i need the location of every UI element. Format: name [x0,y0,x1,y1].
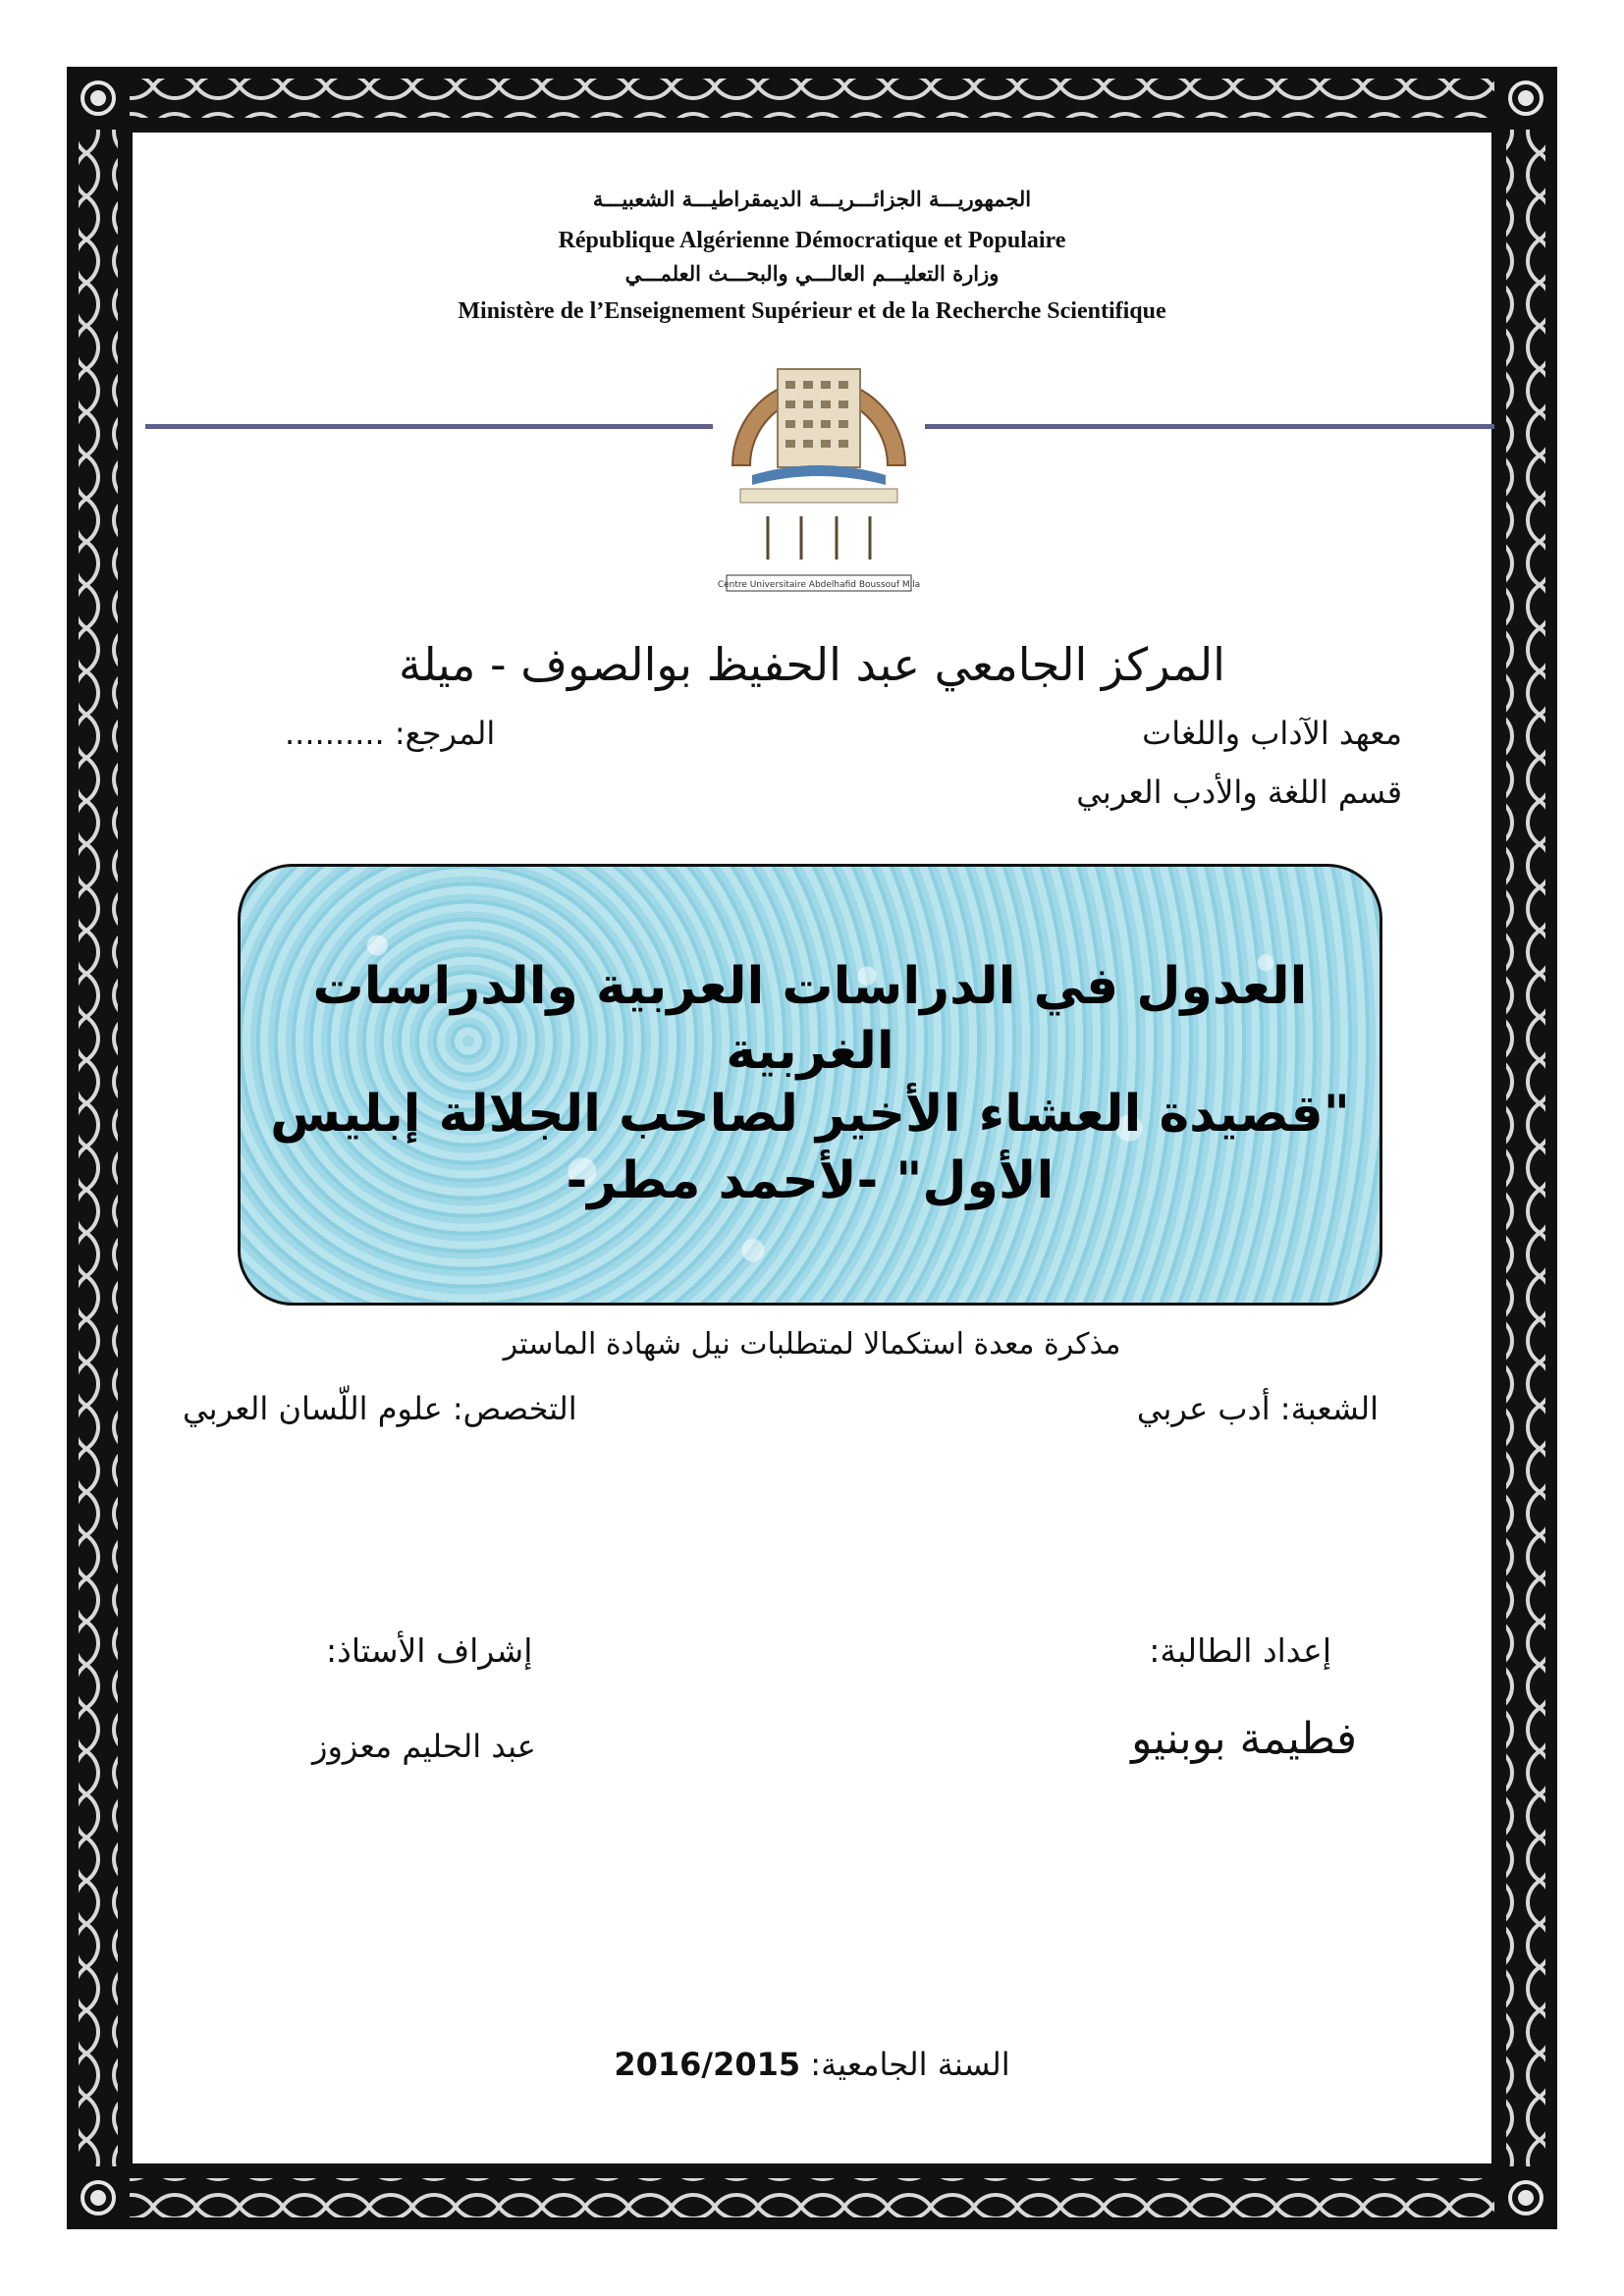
supervisor-name: عبد الحليم معزوز [312,1728,536,1765]
title-line-3: "قصيدة العشاء الأخير لصاحب الجلالة إبليس [270,1085,1350,1144]
academic-year-label: السنة الجامعية: [810,2046,1010,2083]
ministry-french: Ministère de l’Enseignement Supérieur et de la Recherche Scientifique [458,298,1166,324]
title-line-4: الأول" -لأحمد مطر- [566,1151,1055,1210]
university-logo-icon [713,328,925,599]
university-center-name: المركز الجامعي عبد الحفيظ بوالصوف - ميلة [399,638,1225,691]
reference-field: المرجع: .......... [285,715,496,752]
prepared-by-label: إعداد الطالبة: [1149,1631,1331,1670]
republic-french: République Algérienne Démocratique et Populaire [558,228,1066,253]
logo-caption: Centre Universitaire Abdelhafid Boussouf Mila [717,580,921,590]
academic-year [0,2046,1624,2083]
memo-statement: مذكرة معدة استكمالا لمتطلبات نيل شهادة الماستر [503,1327,1121,1362]
academic-year-value: 2016/2015 [614,2046,801,2083]
student-name: فطيمة بوبنيو [1131,1714,1357,1764]
department-name: قسم اللغة والأدب العربي [1076,774,1402,811]
title-line-2: الغربية [726,1022,894,1081]
title-line-1: العدول في الدراسات العربية والدراسات [312,957,1308,1016]
branch-field: الشعبة: أدب عربي [1136,1390,1379,1427]
ministry-arabic: وزارة التعليـــم العالـــي والبحـــث العلمـــي [624,261,1000,286]
institute-name: معهد الآداب واللغات [1142,715,1402,752]
republic-arabic: الجمهوريـــة الجزائـــريـــة الديمقراطيـــة الشعبيـــة [592,187,1032,211]
thesis-title-box [238,864,1382,1306]
specialty-field: التخصص: علوم اللّسان العربي [183,1390,577,1427]
supervision-label: إشراف الأستاذ: [326,1631,533,1670]
